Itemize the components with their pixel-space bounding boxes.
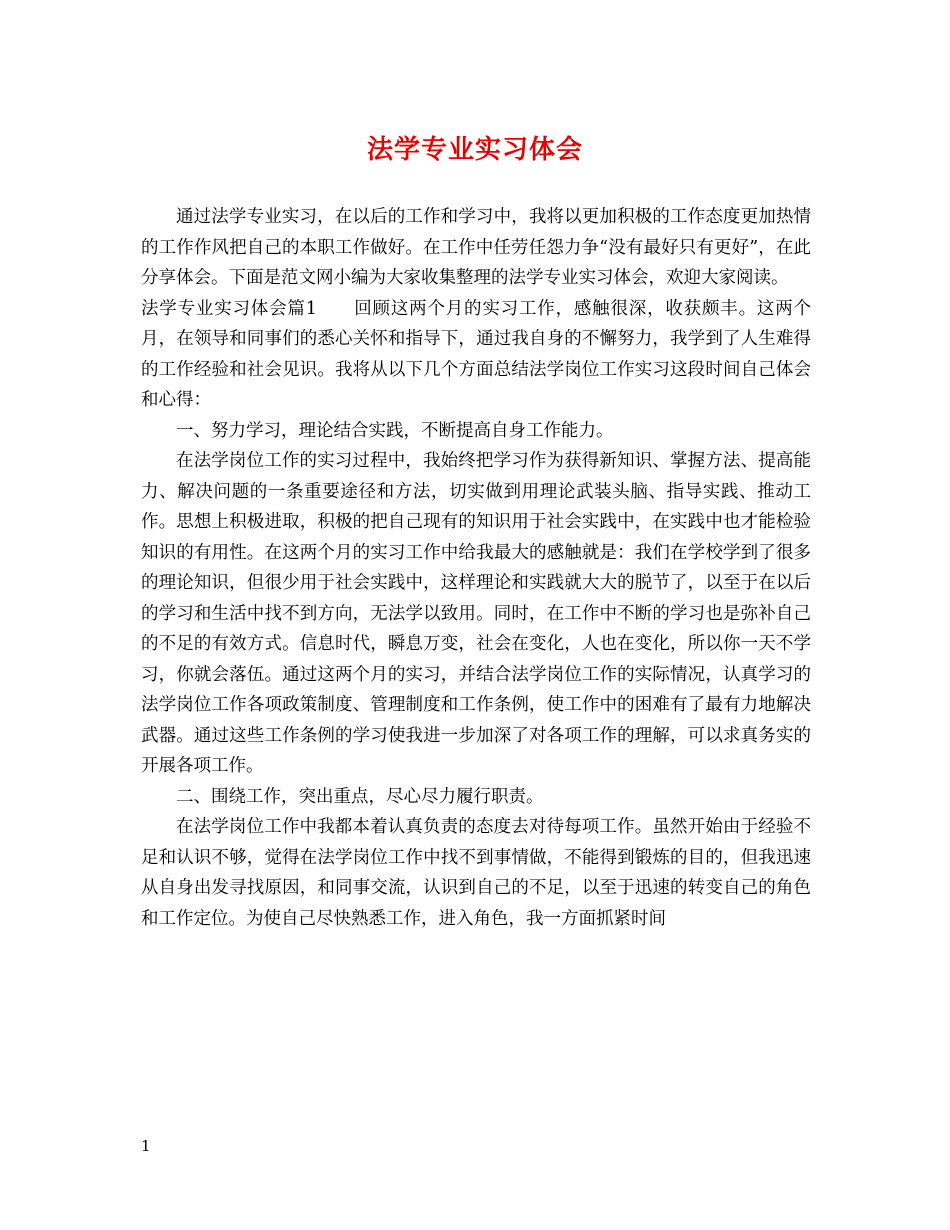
paragraph-intro: 通过法学专业实习，在以后的工作和学习中，我将以更加积极的工作态度更加热情的工作作风把自己的本职工作做好。在工作中任劳任怨力争“没有最好只有更好”，在此分享体会。下面是范文网小编为大家收集整理的法学专业实习体会，欢迎大家阅读。 <box>141 207 811 288</box>
document-body <box>141 202 811 934</box>
document-title: 法学专业实习体会 <box>366 135 583 165</box>
paragraph-part-1: 法学专业实习体会篇1 回顾这两个月的实习工作，感触很深，收获颇丰。这两个月，在领导和同事们的悉心关怀和指导下，通过我自身的不懈努力，我学到了人生难得的工作经验和社会见识。我将从以下几个方面总结法学岗位工作实习这段时间自己体会和心得： <box>141 298 811 410</box>
paragraph-section-1-body: 在法学岗位工作的实习过程中，我始终把学习作为获得新知识、掌握方法、提高能力、解决问题的一条重要途径和方法，切实做到用理论武装头脑、指导实践、推动工作。思想上积极进取，积极的把自己现有的知识用于社会实践中，在实践中也才能检验知识的有用性。在这两个月的实习工作中给我最大的感触就是：我们在学校学到了很多的理论知识，但很少用于社会实践中，这样理论和实践就大大的脱节了，以至于在以后的学习和生活中找不到方向，无法学以致用。同时，在工作中不断的学习也是弥补自己的不足的有效方式。信息时代，瞬息万变，社会在变化，人也在变化，所以你一天不学习，你就会落伍。通过这两个月的实习，并结合法学岗位工作的实际情况，认真学习的法学岗位工作各项政策制度、管理制度和工作条例，使工作中的困难有了最有力地解决武器。通过这些工作条例的学习使我进一步加深了对各项工作的理解，可以求真务实的开展各项工作。 <box>141 451 811 776</box>
heading-section-2: 二、围绕工作，突出重点，尽心尽力履行职责。 <box>176 786 544 807</box>
page-number: 1 <box>141 1137 151 1155</box>
heading-section-1: 一、努力学习，理论结合实践，不断提高自身工作能力。 <box>176 420 614 441</box>
paragraph-section-2-body: 在法学岗位工作中我都本着认真负责的态度去对待每项工作。虽然开始由于经验不足和认识不够，觉得在法学岗位工作中找不到事情做，不能得到锻炼的目的，但我迅速从自身出发寻找原因，和同事交流，认识到自己的不足，以至于迅速的转变自己的角色和工作定位。为使自己尽快熟悉工作，进入角色，我一方面抓紧时间 <box>141 817 811 929</box>
